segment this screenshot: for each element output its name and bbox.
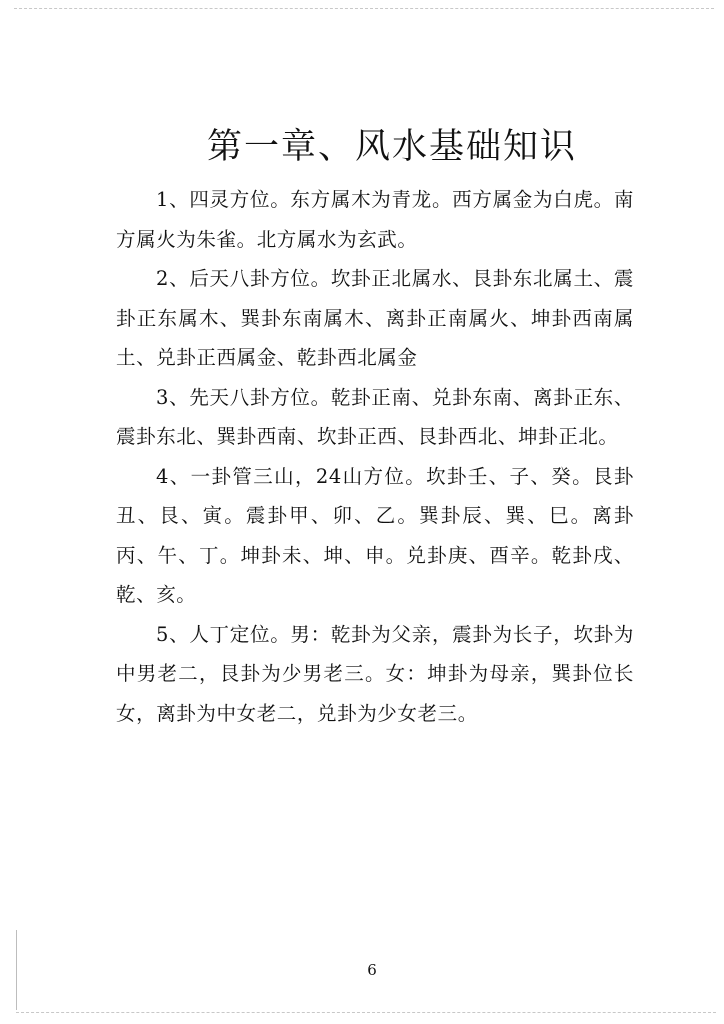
paragraph-later-heaven-bagua: 2、后天八卦方位。坎卦正北属水、艮卦东北属土、震卦正东属木、巽卦东南属木、离卦正南属火、坤卦西南属土、兑卦正西属金、乾卦西北属金	[116, 267, 634, 369]
scan-border-bottom	[16, 1012, 716, 1013]
paragraph-24-mountains: 4、一卦管三山，24山方位。坎卦壬、子、癸。艮卦丑、艮、寅。震卦甲、卯、乙。巽卦辰、巽、巳。离卦丙、午、丁。坤卦未、坤、申。兑卦庚、酉辛。乾卦戌、乾、亥。	[116, 464, 634, 606]
paragraph-family-positions: 5、人丁定位。男：乾卦为父亲，震卦为长子，坎卦为中男老二，艮卦为少男老三。女：坤卦为母亲，巽卦位长女，离卦为中女老二，兑卦为少女老三。	[116, 622, 634, 725]
scan-border-top	[14, 8, 714, 9]
document-body	[116, 180, 634, 733]
chapter-title: 第一章、风水基础知识	[206, 127, 577, 167]
paragraph-four-spirits: 1、四灵方位。东方属木为青龙。西方属金为白虎。南方属火为朱雀。北方属水为玄武。	[116, 188, 634, 251]
page-number: 6	[367, 961, 377, 979]
paragraph-earlier-heaven-bagua: 3、先天八卦方位。乾卦正南、兑卦东南、离卦正东、震卦东北、巽卦西南、坎卦正西、艮卦西北、坤卦正北。	[116, 385, 634, 448]
